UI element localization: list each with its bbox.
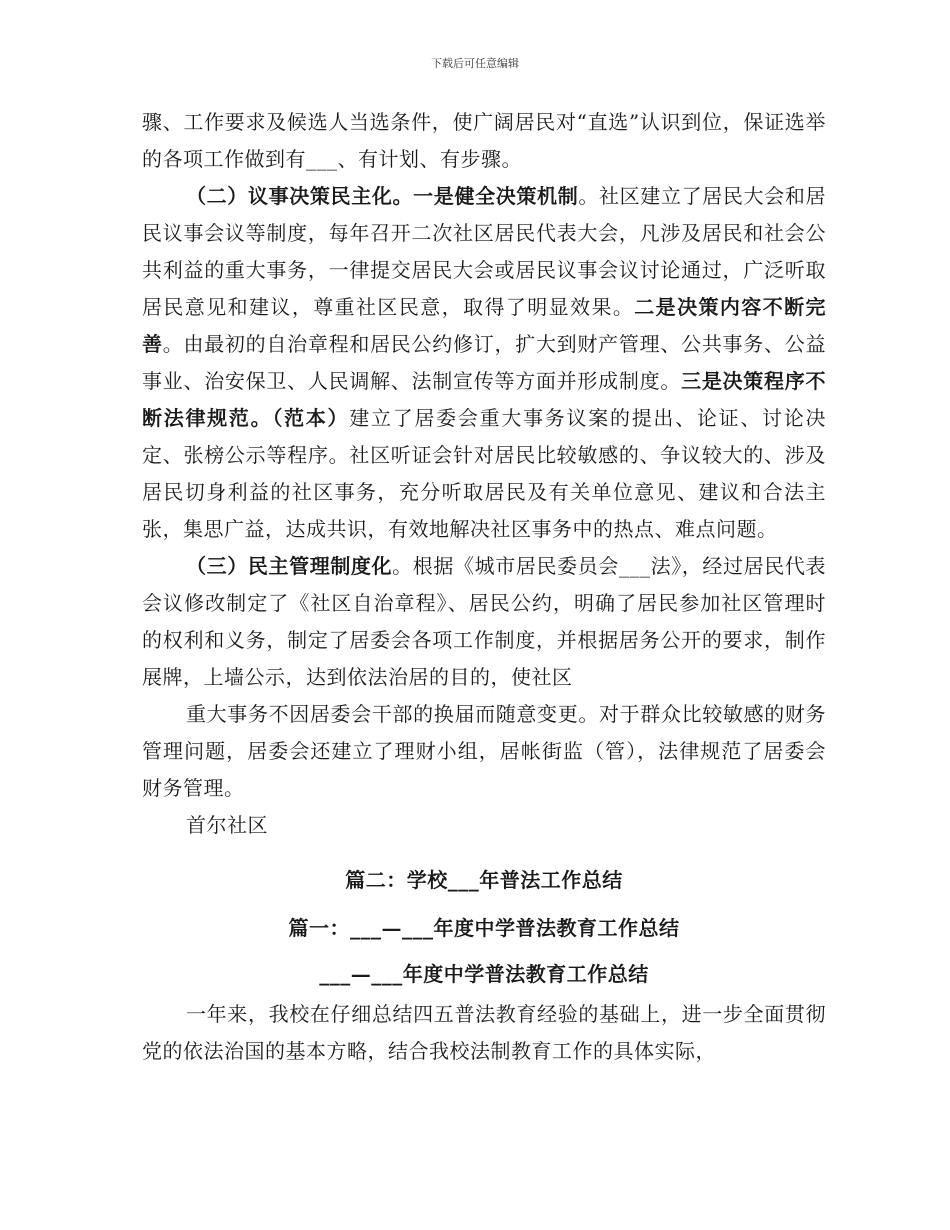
paragraph-2: [142, 178, 826, 548]
point-3-text: 建立了居委会重大事务议案的提出、论证、讨论决定、张榜公示等程序。社区听证会针对居民比较敏感的、争议较大的、涉及居民切身利益的社区事务，充分听取居民及有关单位意见、建议和合法主张，集思广益，达成共识，有效地解决社区事务中的热点、难点问题。: [142, 406, 827, 541]
paragraph-3: [142, 548, 826, 696]
section-heading-2: （二）议事决策民主化。: [186, 184, 414, 208]
page-header: 下载后可任意编辑: [431, 57, 519, 70]
paragraph-1: 骤、工作要求及候选人当选条件，使广阔居民对“直选”认识到位，保证选举的各项工作做到有___、有计划、有步骤。: [142, 110, 826, 171]
paragraph-4: 重大事务不因居委会干部的换届而随意变更。对于群众比较敏感的财务管理问题，居委会还建立了理财小组，居帐街监（管），法律规范了居委会财务管理。: [142, 702, 826, 800]
paragraph-5: 一年来，我校在仔细总结四五普法教育经验的基础上，进一步全面贯彻党的依法治国的基本方略，结合我校法制教育工作的具体实际，: [142, 1002, 826, 1063]
point-3-label: 三是决策程序不断法律规范。（范本）: [142, 369, 826, 430]
point-2-text: 。由最初的自治章程和居民公约修订，扩大到财产管理、公共事务、公益事业、治安保卫、人民调解、法制宣传等方面并形成制度。: [142, 332, 826, 393]
paragraph-3-text: 。根据《城市居民委员会___法》，经过居民代表会议修改制定了《社区自治章程》、居民公约，明确了居民参加社区管理时的权利和义务，制定了居委会各项工作制度，并根据居务公开的要求，制作展牌，上墙公示，达到依法治居的目的，使社区: [142, 554, 827, 689]
heading-part-two: 篇二：学校___年普法工作总结: [345, 868, 623, 892]
heading-part-one: 篇一：___—___年度中学普法教育工作总结: [288, 916, 680, 940]
point-2-label: 二是决策内容不断完善: [142, 295, 827, 356]
point-1-text: 。社区建立了居民大会和居民议事会议等制度，每年召开二次社区居民代表大会，凡涉及居民和社会公共利益的重大事务，一律提交居民大会或居民议事会议讨论通过，广泛听取居民意见和建议，尊重社区民意，取得了明显效果。: [142, 184, 827, 319]
signature: 首尔社区: [186, 813, 268, 837]
document-body: [142, 104, 826, 1070]
section-heading-3: （三）民主管理制度化: [186, 554, 393, 578]
point-1-label: 一是健全决策机制: [413, 184, 579, 208]
heading-title: ___—___年度中学普法教育工作总结: [319, 962, 649, 986]
